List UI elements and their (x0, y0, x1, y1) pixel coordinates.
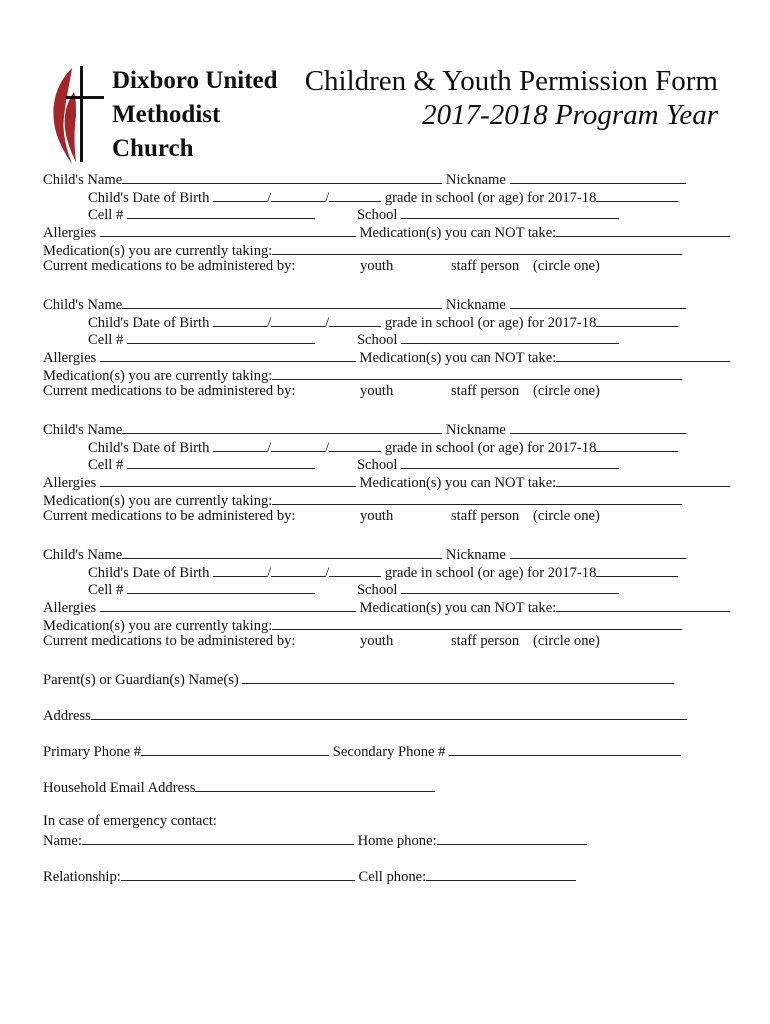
allergies-line: Allergies Medication(s) you can NOT take: (43, 473, 730, 492)
address-line: Address (43, 706, 687, 725)
dob-year-field[interactable] (329, 438, 381, 452)
school-field[interactable] (401, 455, 619, 469)
cell-school-line: Cell # School (88, 455, 619, 474)
nickname-field[interactable] (510, 170, 686, 184)
dob-month-field[interactable] (213, 563, 267, 577)
emergency-heading: In case of emergency contact: (43, 813, 217, 829)
dob-line: Child's Date of Birth / / grade in school (or age) for 2017-18 (88, 563, 678, 582)
church-name-line: Dixboro United (112, 67, 278, 94)
dob-year-field[interactable] (329, 313, 381, 327)
dob-year-field[interactable] (329, 188, 381, 202)
allergies-field[interactable] (100, 473, 356, 487)
secondary-phone-field[interactable] (449, 742, 681, 756)
grade-field[interactable] (596, 313, 678, 327)
med-taking-field[interactable] (272, 241, 682, 255)
cell-school-line: Cell # School (88, 205, 619, 224)
relationship-field[interactable] (121, 867, 355, 881)
grade-field[interactable] (596, 188, 678, 202)
home-phone-field[interactable] (437, 831, 587, 845)
child-name-field[interactable] (122, 545, 442, 559)
administered-label: Current medications to be administered by: (43, 383, 296, 399)
cell-field[interactable] (127, 205, 315, 219)
cell-field[interactable] (127, 580, 315, 594)
child-name-line: Child's Name Nickname (43, 170, 686, 189)
child-name-line: Child's Name Nickname (43, 545, 686, 564)
church-logo (50, 62, 108, 166)
dob-line: Child's Date of Birth / / grade in school (or age) for 2017-18 (88, 313, 678, 332)
cell-phone-field[interactable] (426, 867, 576, 881)
nickname-field[interactable] (510, 420, 686, 434)
allergies-field[interactable] (100, 598, 356, 612)
email-line: Household Email Address (43, 778, 435, 797)
dob-day-field[interactable] (271, 438, 325, 452)
address-field[interactable] (91, 706, 687, 720)
school-field[interactable] (401, 205, 619, 219)
dob-line: Child's Date of Birth / / grade in school (or age) for 2017-18 (88, 438, 678, 457)
med-not-field[interactable] (556, 598, 730, 612)
youth-option[interactable]: youth (360, 508, 394, 524)
med-taking-field[interactable] (272, 491, 682, 505)
phone-line: Primary Phone # Secondary Phone # (43, 742, 681, 761)
child-name-field[interactable] (122, 170, 442, 184)
child-name-line: Child's Name Nickname (43, 420, 686, 439)
allergies-field[interactable] (100, 223, 356, 237)
cell-school-line: Cell # School (88, 580, 619, 599)
guardian-field[interactable] (242, 670, 674, 684)
dob-month-field[interactable] (213, 188, 267, 202)
allergies-line: Allergies Medication(s) you can NOT take: (43, 223, 730, 242)
youth-option[interactable]: youth (360, 633, 394, 649)
nickname-field[interactable] (510, 545, 686, 559)
cross-icon-horizontal (66, 96, 104, 99)
emergency-name-line: Name: Home phone: (43, 831, 587, 850)
circle-one-note: (circle one) (533, 258, 600, 274)
cell-field[interactable] (127, 455, 315, 469)
med-taking-line: Medication(s) you are currently taking: (43, 366, 682, 385)
allergies-field[interactable] (100, 348, 356, 362)
primary-phone-field[interactable] (141, 742, 329, 756)
emergency-name-field[interactable] (82, 831, 354, 845)
cell-school-line: Cell # School (88, 330, 619, 349)
med-taking-line: Medication(s) you are currently taking: (43, 241, 682, 260)
administered-label: Current medications to be administered by: (43, 633, 296, 649)
administered-label: Current medications to be administered by: (43, 508, 296, 524)
cell-field[interactable] (127, 330, 315, 344)
staff-option[interactable]: staff person (451, 508, 520, 524)
med-not-field[interactable] (556, 348, 730, 362)
med-taking-field[interactable] (272, 366, 682, 380)
med-taking-field[interactable] (272, 616, 682, 630)
youth-option[interactable]: youth (360, 383, 394, 399)
staff-option[interactable]: staff person (451, 383, 520, 399)
youth-option[interactable]: youth (360, 258, 394, 274)
dob-day-field[interactable] (271, 563, 325, 577)
dob-month-field[interactable] (213, 313, 267, 327)
dob-day-field[interactable] (271, 188, 325, 202)
grade-field[interactable] (596, 563, 678, 577)
relationship-line: Relationship: Cell phone: (43, 867, 576, 886)
dob-day-field[interactable] (271, 313, 325, 327)
staff-option[interactable]: staff person (451, 258, 520, 274)
church-name-line: Methodist (112, 101, 221, 128)
med-not-field[interactable] (556, 223, 730, 237)
grade-field[interactable] (596, 438, 678, 452)
title-program-year: 2017-2018 Program Year (422, 99, 718, 131)
email-field[interactable] (195, 778, 435, 792)
child-name-field[interactable] (122, 420, 442, 434)
guardian-line: Parent(s) or Guardian(s) Name(s) (43, 670, 674, 689)
circle-one-note: (circle one) (533, 508, 600, 524)
school-field[interactable] (401, 580, 619, 594)
administered-label: Current medications to be administered by: (43, 258, 296, 274)
church-name (112, 64, 312, 166)
cross-icon-vertical (80, 66, 83, 162)
child-name-line: Child's Name Nickname (43, 295, 686, 314)
allergies-line: Allergies Medication(s) you can NOT take: (43, 598, 730, 617)
form-title (305, 64, 718, 132)
child-name-field[interactable] (122, 295, 442, 309)
med-not-field[interactable] (556, 473, 730, 487)
circle-one-note: (circle one) (533, 633, 600, 649)
dob-year-field[interactable] (329, 563, 381, 577)
school-field[interactable] (401, 330, 619, 344)
dob-line: Child's Date of Birth / / grade in school (or age) for 2017-18 (88, 188, 678, 207)
med-taking-line: Medication(s) you are currently taking: (43, 491, 682, 510)
allergies-line: Allergies Medication(s) you can NOT take: (43, 348, 730, 367)
med-taking-line: Medication(s) you are currently taking: (43, 616, 682, 635)
circle-one-note: (circle one) (533, 383, 600, 399)
church-name-line: Church (112, 135, 194, 162)
title-main: Children & Youth Permission Form (304, 65, 718, 97)
nickname-field[interactable] (510, 295, 686, 309)
staff-option[interactable]: staff person (451, 633, 520, 649)
dob-month-field[interactable] (213, 438, 267, 452)
